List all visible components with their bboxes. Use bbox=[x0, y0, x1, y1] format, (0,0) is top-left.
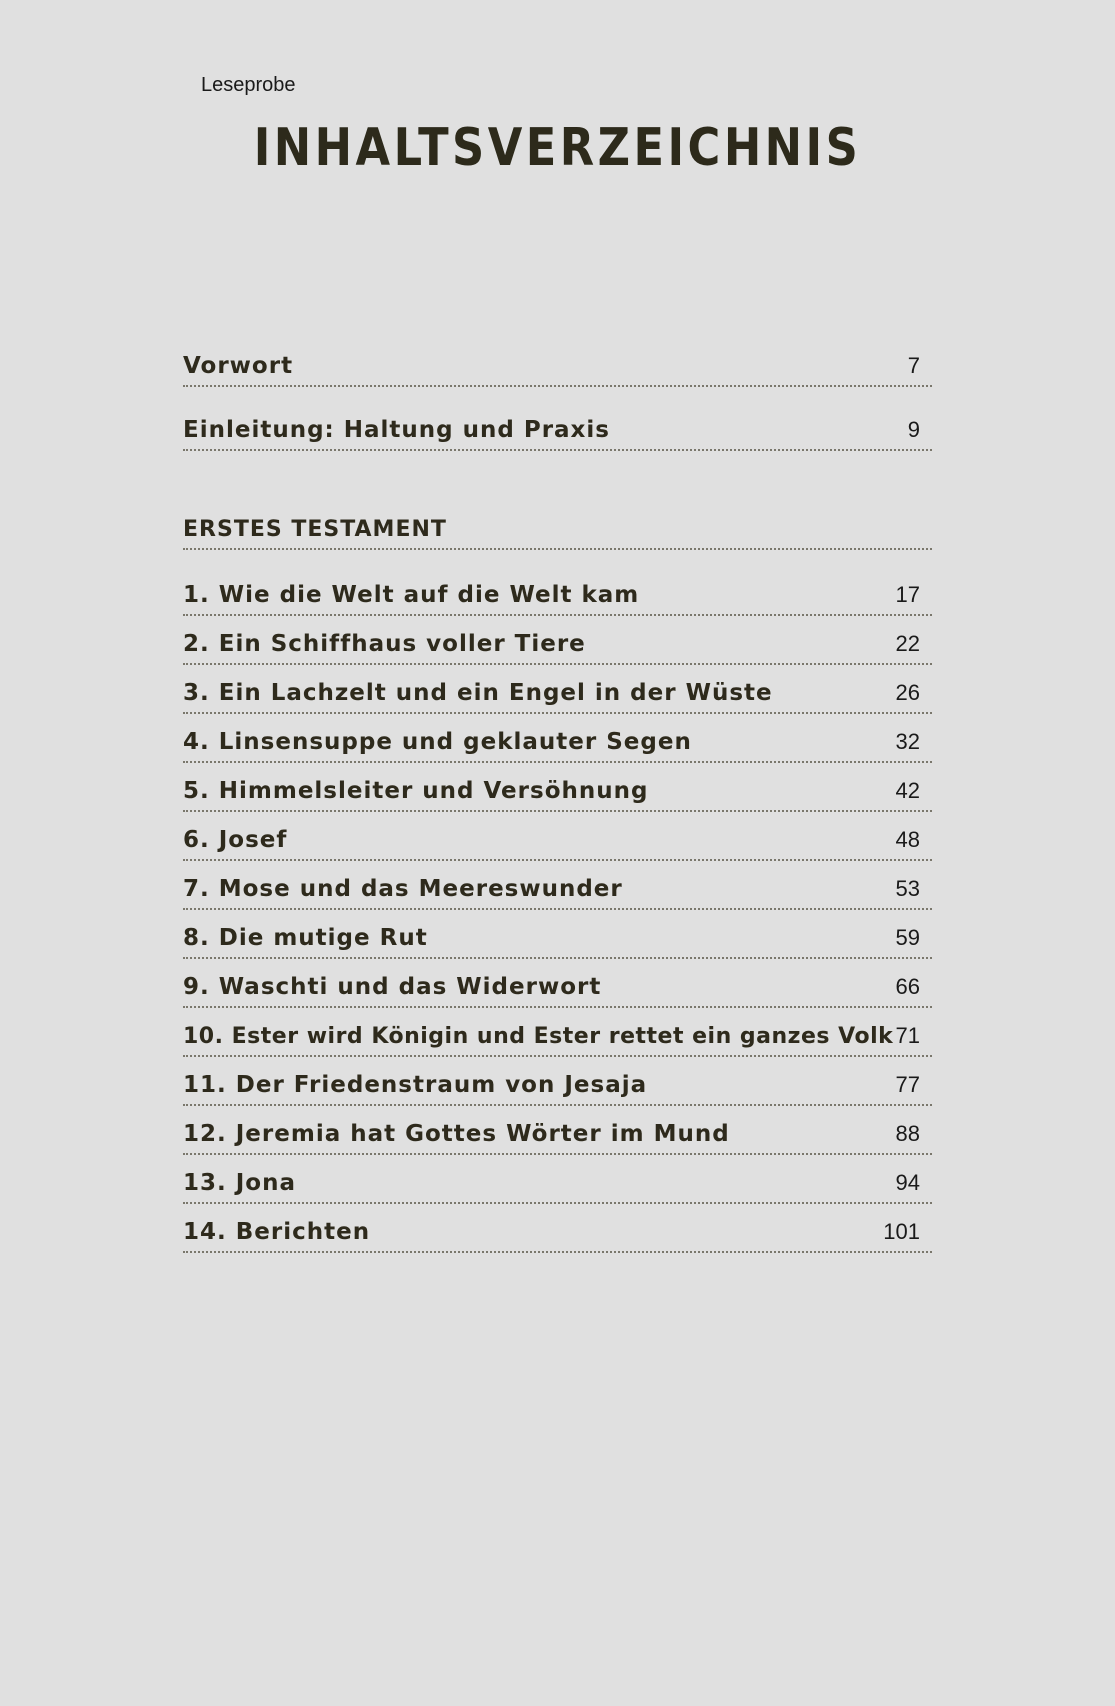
toc-entry-title: 5. Himmelsleiter und Versöhnung bbox=[183, 778, 649, 804]
toc-entry-title: 12. Jeremia hat Gottes Wörter im Mund bbox=[183, 1121, 730, 1147]
toc-entry-title: 9. Waschti und das Widerwort bbox=[183, 974, 602, 1000]
toc-entry[interactable] bbox=[183, 584, 932, 616]
toc-entry-title: 1. Wie die Welt auf die Welt kam bbox=[183, 582, 640, 608]
toc-entry[interactable] bbox=[183, 780, 932, 812]
toc-entry[interactable] bbox=[183, 731, 932, 763]
toc-entry[interactable] bbox=[183, 927, 932, 959]
toc-entry-page: 7 bbox=[907, 353, 920, 378]
toc-entry-title: 8. Die mutige Rut bbox=[183, 925, 428, 951]
toc-entry-title: 11. Der Friedenstraum von Jesaja bbox=[183, 1072, 648, 1098]
toc-entry-page: 17 bbox=[895, 582, 920, 607]
toc-entry-title: 14. Berichten bbox=[183, 1219, 371, 1245]
toc-entry-page: 101 bbox=[883, 1219, 920, 1244]
toc-entry-page: 77 bbox=[895, 1072, 920, 1097]
toc-entry-title: 6. Josef bbox=[183, 827, 288, 853]
toc-entry-page: 94 bbox=[895, 1170, 920, 1195]
leseprobe-label: Leseprobe bbox=[201, 74, 296, 96]
toc-entry-page: 88 bbox=[895, 1121, 920, 1146]
toc-entry-page: 26 bbox=[895, 680, 920, 705]
toc-entry-page: 22 bbox=[895, 631, 920, 656]
toc-entry-title: 13. Jona bbox=[183, 1170, 297, 1196]
toc-entry[interactable] bbox=[183, 878, 932, 910]
toc-entry-title: 2. Ein Schiffhaus voller Tiere bbox=[183, 631, 586, 657]
toc-entry-title: Einleitung: Haltung und Praxis bbox=[183, 417, 610, 443]
toc-entry[interactable] bbox=[183, 829, 932, 861]
toc-entry-vorwort[interactable] bbox=[183, 355, 932, 387]
toc-entry-page: 32 bbox=[895, 729, 920, 754]
toc-entry-title: 3. Ein Lachzelt und ein Engel in der Wüste bbox=[183, 680, 773, 706]
page-title: INHALTSVERZEICHNIS bbox=[253, 118, 862, 178]
toc-entry-einleitung[interactable] bbox=[183, 419, 932, 451]
toc-entry-title: 7. Mose und das Meereswunder bbox=[183, 876, 623, 902]
toc-entry-page: 48 bbox=[895, 827, 920, 852]
toc-entry-title: Vorwort bbox=[183, 353, 294, 379]
toc-entry[interactable] bbox=[183, 633, 932, 665]
toc-entry[interactable] bbox=[183, 1074, 932, 1106]
toc-entry[interactable] bbox=[183, 1025, 932, 1057]
toc-entry[interactable] bbox=[183, 1123, 932, 1155]
toc-entry-page: 71 bbox=[895, 1023, 920, 1048]
toc-entry-title: 10. Ester wird Königin und Ester rettet ein ganzes Volk bbox=[183, 1024, 894, 1049]
toc-entry[interactable] bbox=[183, 682, 932, 714]
toc-entry-page: 42 bbox=[895, 778, 920, 803]
toc-section-header bbox=[183, 518, 932, 550]
toc-entry-page: 66 bbox=[895, 974, 920, 999]
toc-entry-page: 53 bbox=[895, 876, 920, 901]
section-title: ERSTES TESTAMENT bbox=[183, 517, 447, 542]
toc-entry[interactable] bbox=[183, 1172, 932, 1204]
toc-entry[interactable] bbox=[183, 976, 932, 1008]
toc-entry-page: 59 bbox=[895, 925, 920, 950]
toc-entry[interactable] bbox=[183, 1221, 932, 1253]
toc-entry-page: 9 bbox=[907, 417, 920, 442]
toc-entry-title: 4. Linsensuppe und geklauter Segen bbox=[183, 729, 692, 755]
